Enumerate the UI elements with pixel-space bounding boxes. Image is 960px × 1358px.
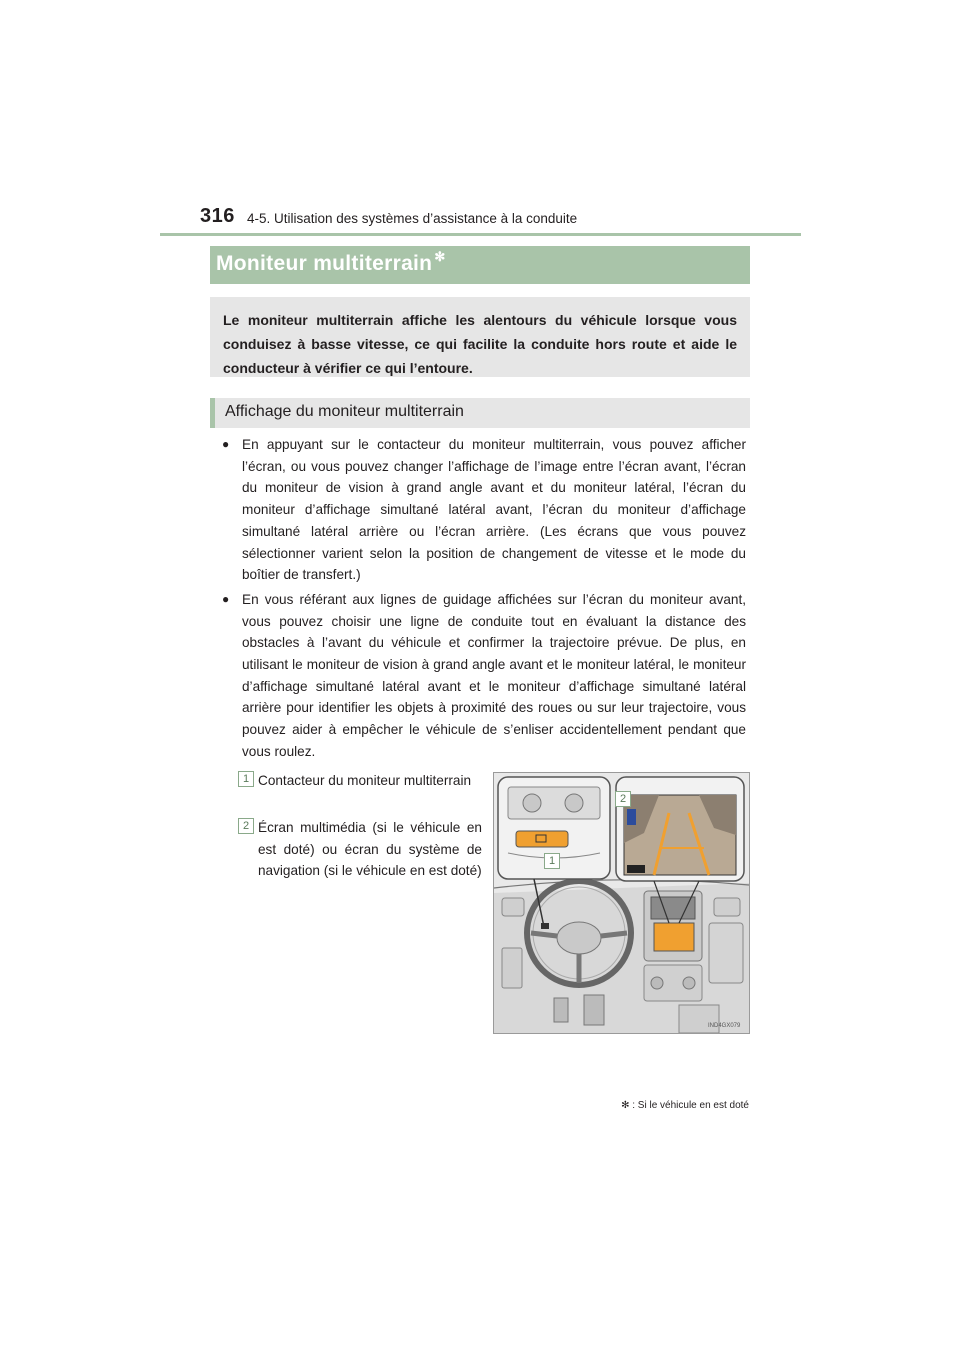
section-heading	[210, 398, 750, 428]
asterisk-icon: ✻	[621, 1100, 630, 1111]
bullet-text: En vous référant aux lignes de guidage affichées sur l’écran du moniteur avant, vous pouvez choisir une ligne de conduite tout en évaluant la distance des obstacles à l’avant du véhicule et confirmer la trajectoire prévue. De plus, en utilisant le moniteur de vision à grand angle avant et le moniteur latéral, le moniteur d’affichage simultané latéral avant et le moniteur d’affichage simultané latéral arrière pour identifier les objets à proximité des roues ou sur leur trajectoire, vous pouvez aider à empêcher le véhicule de s’enliser accidentellement pendant que vous roulez.	[242, 591, 746, 759]
title-band	[210, 246, 750, 284]
intro-box	[210, 297, 750, 377]
intro-text: Le moniteur multiterrain affiche les alentours du véhicule lorsque vous conduisez à basse vitesse, ce qui facilite la conduite hors route et aide le conducteur à vérifier ce qui l’entoure.	[223, 312, 737, 376]
bullet-item	[222, 589, 746, 763]
bullet-list	[222, 434, 746, 766]
bullet-icon: ●	[222, 591, 230, 606]
legend-number-badge: 1	[238, 771, 254, 787]
legend-text: Écran multimédia (si le véhicule en est doté) ou écran du système de navigation (si le véhicule en est doté)	[258, 820, 482, 879]
bullet-icon: ●	[222, 437, 230, 451]
footnote	[621, 1100, 749, 1111]
footnote-text: : Si le véhicule en est doté	[632, 1100, 749, 1111]
callout-badge-2: 2	[615, 791, 631, 807]
legend-text: Contacteur du moniteur multiterrain	[258, 773, 472, 788]
dashboard-illustration	[493, 772, 750, 1034]
callout-badge-1: 1	[544, 853, 560, 869]
header-divider	[160, 233, 801, 236]
legend-item-2	[238, 817, 482, 882]
section-title: Affichage du moniteur multiterrain	[225, 403, 464, 420]
page-number: 316	[200, 205, 235, 227]
page-title	[216, 249, 446, 276]
bullet-item	[222, 434, 746, 586]
legend-number-badge: 2	[238, 818, 254, 834]
page-title-text: Moniteur multiterrain	[216, 252, 433, 275]
asterisk-icon: ✻	[434, 249, 446, 264]
dashboard-drawing	[494, 773, 749, 1033]
section-header: 4-5. Utilisation des systèmes d’assistance à la conduite	[247, 211, 578, 226]
bullet-text: En appuyant sur le contacteur du moniteur multiterrain, vous pouvez afficher l’écran, ou vous pouvez changer l’affichage de l’image entre l’écran avant, l’écran du moniteur de vision à grand angle avant et du moniteur latéral, l’écran du moniteur d’affichage simultané latéral avant, l’écran du moniteur d’affichage simultané latéral arrière ou l’écran arrière. (Les écrans que vous pouvez sélectionner varient selon la position de changement de vitesse et le mode du boîtier de transfert.)	[242, 437, 746, 583]
legend-item-1	[238, 770, 482, 792]
illustration-code: IND4GX079	[708, 1023, 741, 1029]
